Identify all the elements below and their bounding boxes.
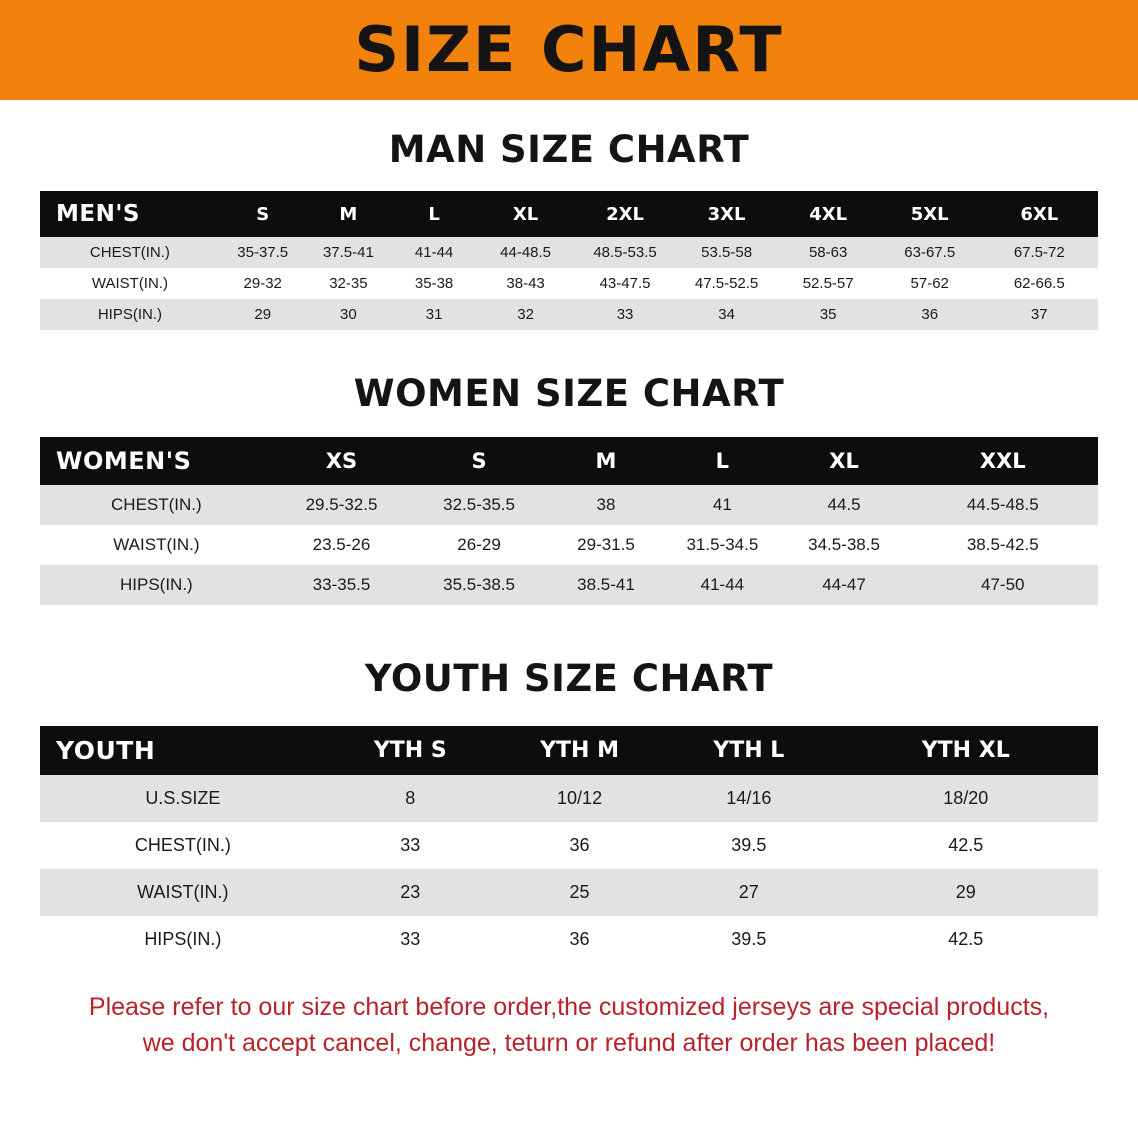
table-cell: 36 — [495, 916, 664, 963]
women-size-table — [40, 437, 1098, 605]
row-label: HIPS(IN.) — [40, 565, 273, 605]
table-row — [40, 565, 1098, 605]
man-size-header: 4XL — [777, 191, 879, 237]
table-row — [40, 525, 1098, 565]
man-size-header: M — [306, 191, 392, 237]
table-cell: 8 — [326, 775, 495, 822]
disclaimer-line-2: we don't accept cancel, change, teturn or refund after order has been placed! — [142, 1029, 996, 1058]
women-size-header: XS — [273, 437, 411, 485]
table-cell: 35 — [777, 299, 879, 330]
page-title: SIZE CHART — [354, 13, 784, 86]
women-header-label: WOMEN'S — [40, 437, 273, 485]
women-table-header-row — [40, 437, 1098, 485]
table-cell: 38-43 — [477, 268, 574, 299]
row-label: CHEST(IN.) — [40, 485, 273, 525]
table-cell: 34 — [676, 299, 778, 330]
youth-section-heading: YOUTH SIZE CHART — [364, 657, 774, 700]
table-cell: 29-32 — [220, 268, 306, 299]
table-cell: 34.5-38.5 — [781, 525, 908, 565]
youth-size-header: YTH L — [664, 726, 833, 775]
table-row — [40, 822, 1098, 869]
table-cell: 31.5-34.5 — [664, 525, 780, 565]
row-label: WAIST(IN.) — [40, 525, 273, 565]
table-cell: 48.5-53.5 — [574, 237, 676, 268]
table-cell: 47.5-52.5 — [676, 268, 778, 299]
table-cell: 38.5-42.5 — [908, 525, 1098, 565]
table-cell: 33-35.5 — [273, 565, 411, 605]
table-cell: 44-48.5 — [477, 237, 574, 268]
table-cell: 42.5 — [833, 822, 1098, 869]
women-size-table-wrapper — [40, 437, 1098, 605]
size-chart-disclaimer — [40, 989, 1098, 1062]
table-cell: 41 — [664, 485, 780, 525]
table-row — [40, 237, 1098, 268]
table-cell: 42.5 — [833, 916, 1098, 963]
table-cell: 39.5 — [664, 822, 833, 869]
row-label: U.S.SIZE — [40, 775, 326, 822]
youth-size-table-wrapper — [40, 726, 1098, 963]
row-label: WAIST(IN.) — [40, 869, 326, 916]
table-cell: 29 — [220, 299, 306, 330]
women-size-header: XXL — [908, 437, 1098, 485]
table-cell: 63-67.5 — [879, 237, 981, 268]
man-size-header: XL — [477, 191, 574, 237]
table-cell: 32-35 — [306, 268, 392, 299]
man-size-table-wrapper — [40, 191, 1098, 330]
table-cell: 10/12 — [495, 775, 664, 822]
women-size-header: L — [664, 437, 780, 485]
table-cell: 57-62 — [879, 268, 981, 299]
row-label: WAIST(IN.) — [40, 268, 220, 299]
man-size-table — [40, 191, 1098, 330]
table-row — [40, 268, 1098, 299]
man-size-header: S — [220, 191, 306, 237]
women-size-header: S — [410, 437, 548, 485]
women-size-header: M — [548, 437, 664, 485]
table-cell: 35.5-38.5 — [410, 565, 548, 605]
table-cell: 58-63 — [777, 237, 879, 268]
row-label: HIPS(IN.) — [40, 916, 326, 963]
table-cell: 43-47.5 — [574, 268, 676, 299]
table-cell: 29-31.5 — [548, 525, 664, 565]
table-cell: 35-38 — [391, 268, 477, 299]
man-header-label: MEN'S — [40, 191, 220, 237]
youth-size-header: YTH S — [326, 726, 495, 775]
table-cell: 44.5-48.5 — [908, 485, 1098, 525]
table-cell: 39.5 — [664, 916, 833, 963]
man-size-header: 2XL — [574, 191, 676, 237]
table-cell: 23.5-26 — [273, 525, 411, 565]
table-cell: 25 — [495, 869, 664, 916]
man-section-heading: MAN SIZE CHART — [388, 128, 750, 171]
table-cell: 38 — [548, 485, 664, 525]
table-cell: 41-44 — [391, 237, 477, 268]
disclaimer-line-1: Please refer to our size chart before order,the customized jerseys are special products, — [88, 993, 1050, 1021]
table-cell: 37.5-41 — [306, 237, 392, 268]
women-section-heading: WOMEN SIZE CHART — [353, 372, 785, 415]
table-cell: 33 — [326, 916, 495, 963]
youth-header-label: YOUTH — [40, 726, 326, 775]
table-cell: 29 — [833, 869, 1098, 916]
table-cell: 62-66.5 — [981, 268, 1099, 299]
man-size-header: 6XL — [981, 191, 1099, 237]
table-cell: 47-50 — [908, 565, 1098, 605]
table-cell: 30 — [306, 299, 392, 330]
man-table-header-row — [40, 191, 1098, 237]
table-cell: 36 — [879, 299, 981, 330]
row-label: CHEST(IN.) — [40, 822, 326, 869]
table-cell: 32 — [477, 299, 574, 330]
table-row — [40, 869, 1098, 916]
size-chart-banner — [0, 0, 1138, 100]
youth-table-header-row — [40, 726, 1098, 775]
table-cell: 67.5-72 — [981, 237, 1099, 268]
table-row — [40, 916, 1098, 963]
table-cell: 23 — [326, 869, 495, 916]
table-cell: 38.5-41 — [548, 565, 664, 605]
women-size-header: XL — [781, 437, 908, 485]
man-size-header: L — [391, 191, 477, 237]
table-cell: 44.5 — [781, 485, 908, 525]
table-cell: 27 — [664, 869, 833, 916]
table-row — [40, 485, 1098, 525]
table-cell: 37 — [981, 299, 1099, 330]
table-row — [40, 775, 1098, 822]
table-row — [40, 299, 1098, 330]
youth-size-table — [40, 726, 1098, 963]
row-label: CHEST(IN.) — [40, 237, 220, 268]
table-cell: 18/20 — [833, 775, 1098, 822]
table-cell: 32.5-35.5 — [410, 485, 548, 525]
man-size-header: 5XL — [879, 191, 981, 237]
table-cell: 35-37.5 — [220, 237, 306, 268]
table-cell: 41-44 — [664, 565, 780, 605]
youth-size-header: YTH M — [495, 726, 664, 775]
table-cell: 26-29 — [410, 525, 548, 565]
table-cell: 29.5-32.5 — [273, 485, 411, 525]
table-cell: 36 — [495, 822, 664, 869]
youth-size-header: YTH XL — [833, 726, 1098, 775]
table-cell: 33 — [574, 299, 676, 330]
table-cell: 33 — [326, 822, 495, 869]
table-cell: 53.5-58 — [676, 237, 778, 268]
row-label: HIPS(IN.) — [40, 299, 220, 330]
table-cell: 14/16 — [664, 775, 833, 822]
table-cell: 44-47 — [781, 565, 908, 605]
table-cell: 31 — [391, 299, 477, 330]
man-size-header: 3XL — [676, 191, 778, 237]
table-cell: 52.5-57 — [777, 268, 879, 299]
